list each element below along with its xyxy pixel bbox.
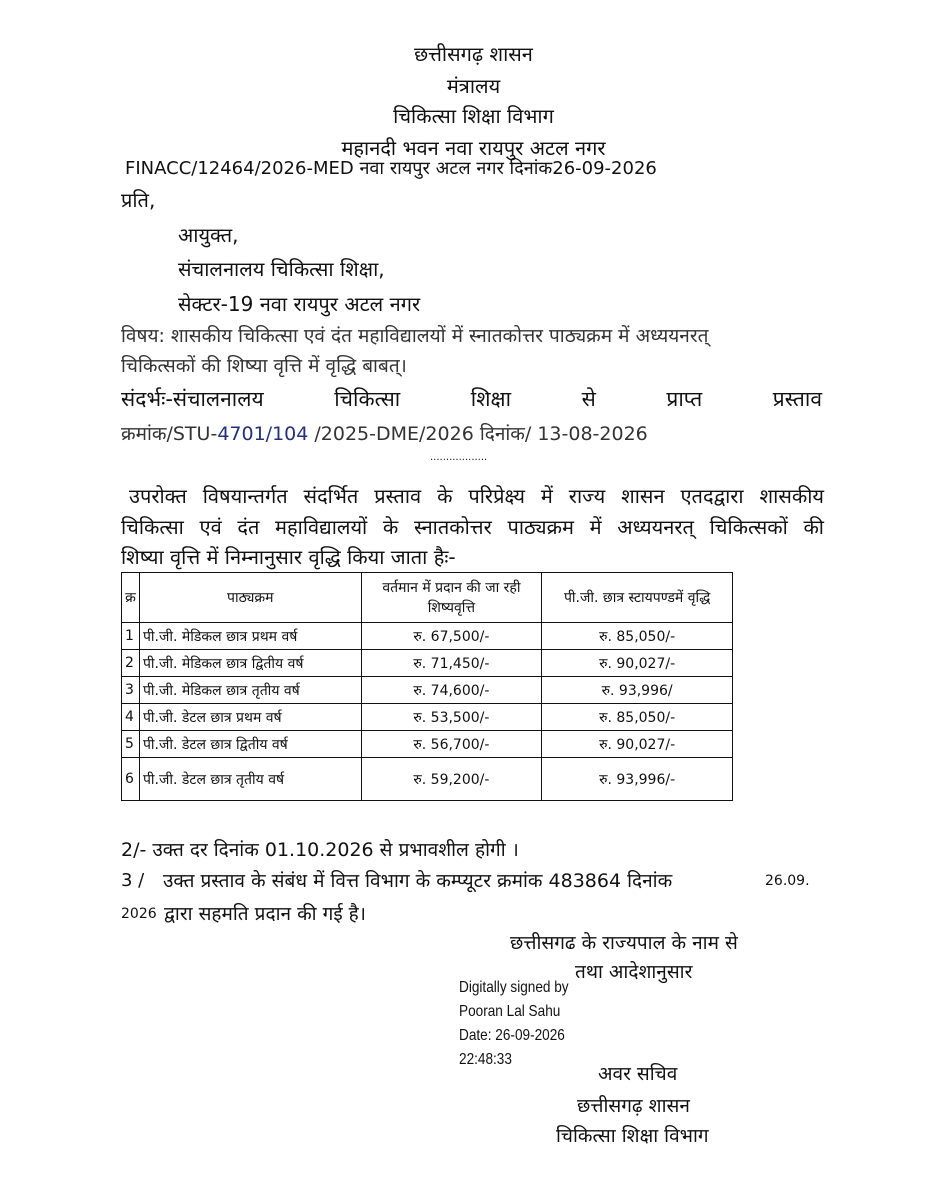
cell-increased: रु. 93,996/: [542, 677, 733, 704]
table-row: [122, 650, 733, 677]
reference-prefix: क्रमांक/STU-: [121, 423, 218, 445]
signatory-department: चिकित्सा शिक्षा विभाग: [556, 1125, 709, 1147]
signatory-designation: अवर सचिव: [598, 1063, 678, 1085]
para-3-text2: द्वारा सहमति प्रदान की गई है।: [164, 903, 366, 925]
addressee-line2: संचालनालय चिकित्सा शिक्षा,: [178, 257, 385, 281]
subject-line2: चिकित्सकों की शिष्या वृत्ति में वृद्धि बाबत्।: [121, 355, 407, 377]
cell-current: रु. 53,500/-: [361, 704, 542, 731]
addressee-line1: आयुक्त,: [178, 223, 239, 247]
col-header-serial: क्र: [122, 573, 140, 623]
closing-line1: छत्तीसगढ के राज्यपाल के नाम से: [510, 932, 738, 954]
cell-current: रु. 74,600/-: [361, 677, 542, 704]
header-department: चिकित्सा शिक्षा विभाग: [393, 104, 554, 128]
cell-increased: रु. 85,050/-: [542, 704, 733, 731]
reference-suffix: /2025-DME/2026 दिनांक/ 13-08-2026: [308, 423, 648, 445]
para-3-date-a: 26.09.: [765, 873, 810, 889]
cell-serial: 3: [122, 677, 140, 704]
table-header-row: [122, 573, 733, 623]
cell-course: पी.जी. डेटल छात्र तृतीय वर्ष: [139, 758, 361, 801]
col-header-course: पाठ्यक्रम: [139, 573, 361, 623]
signature-time: 22:48:33: [459, 1051, 512, 1068]
cell-serial: 4: [122, 704, 140, 731]
table-row: [122, 731, 733, 758]
header-ministry: मंत्रालय: [446, 74, 501, 98]
cell-serial: 2: [122, 650, 140, 677]
stipend-table: [121, 572, 733, 801]
reference-number: [121, 420, 648, 446]
reference-number-line: FINACC/12464/2026-MED नवा रायपुर अटल नगर दिनांक26-09-2026: [125, 158, 657, 179]
addressee-line3: सेक्टर-19 नवा रायपुर अटल नगर: [178, 292, 421, 316]
table-row: [122, 623, 733, 650]
cell-current: रु. 56,700/-: [361, 731, 542, 758]
cell-increased: रु. 85,050/-: [542, 623, 733, 650]
signatory-govt: छत्तीसगढ़ शासन: [577, 1095, 690, 1117]
cell-serial: 5: [122, 731, 140, 758]
cell-course: पी.जी. मेडिकल छात्र तृतीय वर्ष: [139, 677, 361, 704]
para-2: 2/- उक्त दर दिनांक 01.10.2026 से प्रभावशील होगी ।: [121, 839, 519, 861]
header-govt: छत्तीसगढ़ शासन: [414, 42, 533, 66]
addressee-prati: प्रति,: [121, 188, 156, 212]
reference-line: संदर्भः-संचालनालय चिकित्सा शिक्षा से प्राप्त प्रस्ताव: [121, 387, 822, 411]
separator-dots: ..................: [430, 452, 488, 463]
cell-current: रु. 59,200/-: [361, 758, 542, 801]
body-line2: चिकित्सा एवं दंत महाविद्यालयों के स्नातकोत्तर पाठ्यक्रम में अध्ययनरत् चिकित्सकों की: [121, 515, 824, 539]
subject-line1: विषय: शासकीय चिकित्सा एवं दंत महाविद्यालयों में स्नातकोत्तर पाठ्यक्रम में अध्ययनरत्: [121, 325, 709, 347]
cell-increased: रु. 93,996/-: [542, 758, 733, 801]
table-row: [122, 704, 733, 731]
col-header-increased-stipend: पी.जी. छात्र स्टायपण्डमें वृद्धि: [542, 573, 733, 623]
closing-line2: तथा आदेशानुसार: [575, 961, 693, 983]
cell-course: पी.जी. डेटल छात्र द्वितीय वर्ष: [139, 731, 361, 758]
digital-signature: [459, 976, 569, 1072]
cell-current: रु. 67,500/-: [361, 623, 542, 650]
cell-increased: रु. 90,027/-: [542, 650, 733, 677]
col-header-current-stipend: वर्तमान में प्रदान की जा रही शिष्यवृत्ति: [361, 573, 542, 623]
body-line1: उपरोक्त विषयान्तर्गत संदर्भित प्रस्ताव के परिप्रेक्ष्य में राज्य शासन एतदद्वारा शासकीय: [129, 484, 824, 508]
table-row: [122, 677, 733, 704]
signature-name: Pooran Lal Sahu: [459, 1003, 561, 1020]
body-line3: शिष्या वृत्ति में निम्नानुसार वृद्धि किया जाता हैः-: [121, 545, 456, 569]
para-3-text: उक्त प्रस्ताव के संबंध में वित्त विभाग के कम्प्यूटर क्रमांक 483864 दिनांक: [163, 870, 673, 892]
table-row: [122, 758, 733, 801]
cell-serial: 1: [122, 623, 140, 650]
cell-increased: रु. 90,027/-: [542, 731, 733, 758]
para-3-date-b: 2026: [121, 906, 157, 922]
reference-highlighted-number: 4701/104: [217, 423, 309, 445]
para-3-number: 3 /: [121, 870, 145, 891]
cell-course: पी.जी. डेटल छात्र प्रथम वर्ष: [139, 704, 361, 731]
cell-serial: 6: [122, 758, 140, 801]
cell-current: रु. 71,450/-: [361, 650, 542, 677]
cell-course: पी.जी. मेडिकल छात्र प्रथम वर्ष: [139, 623, 361, 650]
cell-course: पी.जी. मेडिकल छात्र द्वितीय वर्ष: [139, 650, 361, 677]
signature-date: Date: 26-09-2026: [459, 1027, 565, 1044]
header-address: महानदी भवन नवा रायपुर अटल नगर: [341, 136, 606, 160]
signature-line1: Digitally signed by: [459, 979, 569, 996]
